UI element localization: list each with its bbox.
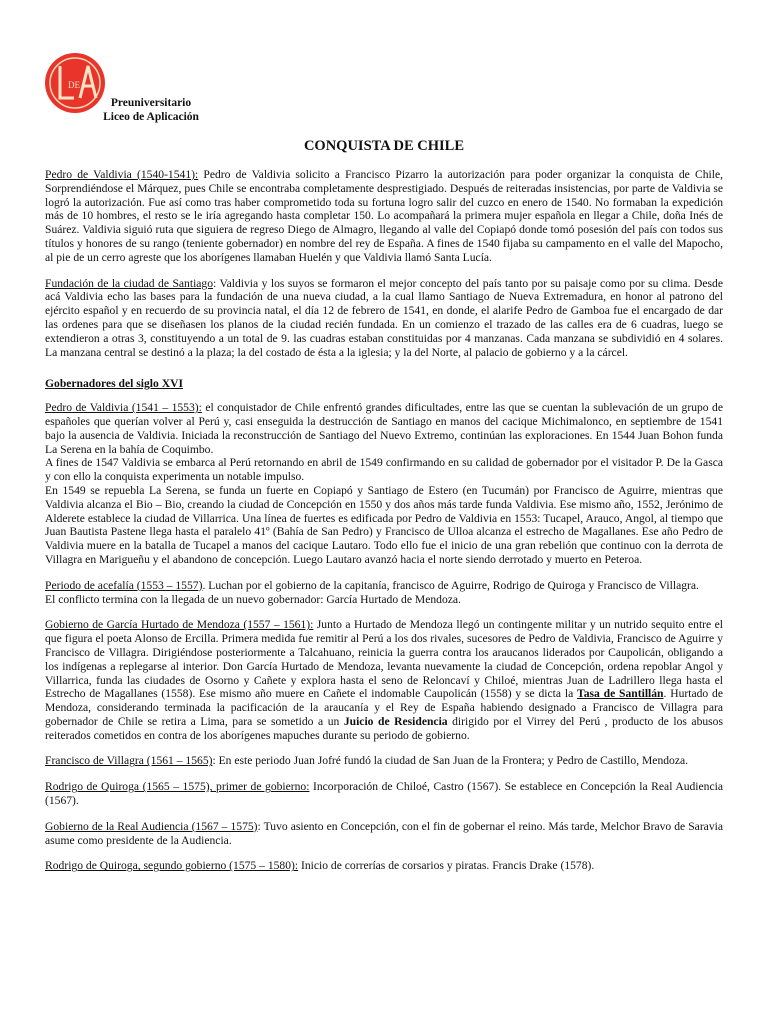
gobernadores-heading: Gobernadores del siglo XVI: [45, 377, 183, 391]
section-text: . Luchan por el gobierno de la capitanía, francisco de Aguirre, Rodrigo de Quiroga y Francisco de Villagra.: [202, 578, 699, 592]
section-text: Inicio de correrías de corsarios y piratas. Francis Drake (1578).: [298, 859, 595, 873]
section-text: Pedro de Valdivia solicito a Francisco Pizarro la autorización para poder organizar la conquista de Chile, Sorprendiéndose el Márquez, pues Chile se encontraba completamente desprestigiado. Después de reiteradas insistencias, por parte de Valdivia se logró la autorización. Fue así como tras haber comprometido toda su fortuna logro salir del cuzco en enero de 1540. No formaban la expedición más de 10 hombres, el resto se le iría agregando hasta completar 150. Lo acompañará la primera mujer española en llegar a Chile, doña Inés de Suárez. Valdivia siguió ruta que siguiera de regreso Diego de Almagro, llegando al valle del Copiapó donde tomó posesión del país con todos sus títulos y honores de su rango (teniente gobernador) en nombre del rey de España. A fines de 1540 fijaba su campamento en el valle del Mapocho, al pie de un cerro agreste que los aborígenes llamaban Huelén y que Valdivia llamó Santa Lucía.: [45, 168, 723, 264]
section-heading: Fundación de la ciudad de Santiago: [45, 276, 214, 290]
paragraph-hurtado-mendoza: [45, 618, 723, 742]
bold-term: Juicio de Residencia: [343, 714, 448, 728]
section-heading: Pedro de Valdivia (1541 – 1553):: [45, 401, 202, 415]
paragraph-villagra: [45, 754, 723, 768]
section-text: El conflicto termina con la llegada de un nuevo gobernador: García Hurtado de Mendoza.: [45, 592, 461, 606]
section-heading: Rodrigo de Quiroga, segundo gobierno (1575 – 1580):: [45, 859, 299, 873]
section-heading: Gobierno de la Real Audiencia (1567 – 1575): [45, 819, 258, 833]
section-text: Incorporación de Chiloé, Castro (1567). Se establece en Concepción la Real Audiencia (1567).: [45, 780, 723, 808]
page-title: CONQUISTA DE CHILE: [303, 138, 465, 154]
paragraph-quiroga-2: [45, 859, 723, 873]
section-text: En 1549 se repuebla La Serena, se funda un fuerte en Copiapó y Santiago de Estero (en Tucumán) por Francisco de Aguirre, mientras que Valdivia alcanza el Bio – Bio, creando la ciudad de Concepción en 1550 y dos años más tarde funda Valdivia. Ese mismo año, 1552, Jerónimo de Alderete establece la ciudad de Villarrica. Una línea de fuertes es edificada por Pedro de Valdivia en 1553: Tucapel, Arauco, Angol, al tiempo que Juan Bautista Pastene llega hasta el paralelo 41º (Bahía de San Pedro) y Francisco de Ulloa alcanza el estrecho de Magallanes. Ese año Pedro de Valdivia muere en la batalla de Tucapel a manos del cacique Lautaro. Todo ello fue el inicio de una gran rebelión que continuo con la derrota de Villagra en Marigueñu y el abandono de concepción. Luego Lautaro avanzó hacia el norte siendo derrotado y muerto en Peteroa.: [45, 483, 723, 566]
section-text: dirigido por el Virrey del Perú , producto de los abusos reiterados cometidos en contra de los aborígenes mapuches durante su periodo de gobierno.: [45, 714, 723, 742]
institution-name: [96, 96, 206, 124]
institution-line-1: Preuniversitario: [110, 97, 192, 109]
section-heading: Pedro de Valdivia (1540-1541):: [45, 168, 199, 181]
svg-text:DE: DE: [68, 80, 80, 90]
section-heading: Francisco de Villagra (1561 – 1565): [45, 754, 213, 768]
section-text: . Hurtado de Mendoza, considerando terminada la pacificación de la araucanía y el Rey de España habiendo designado a Francisco de Villagra para gobernador de Chile se retira a Lima, para se sometido a un: [45, 687, 723, 728]
section-heading: Rodrigo de Quiroga (1565 – 1575), primer de gobierno:: [45, 780, 310, 794]
section-text: : Valdivia y los suyos se formaron el mejor concepto del país tanto por su paisaje como por su clima. Desde acá Valdivia echo las bases para la fundación de una nueva ciudad, a la cual llamo Santiago de Nueva Extremadura, en honor al patrono del ejército español y en recuerdo de su provincia natal, el día 12 de febrero de 1541, en donde, el alarife Pedro de Gamboa fue el encargado de dar las ordenes para que se diseñasen los planos de la ciudad recién fundada. En un comienzo el trazado de las calles era de 6 cuadras, luego se extendieron a otras 3, constituyendo a un total de 9. las cuadras estaban constituidas por 4 manzanas. Cada manzana se subdividió en 4 solares. La manzana central se destinó a la plaza; la del costado de ésta a la iglesia; y la del Norte, al palacio de gobierno y a la cárcel.: [45, 276, 723, 359]
paragraph-real-audiencia: [45, 820, 723, 848]
paragraph-valdivia-1541: [45, 401, 723, 567]
paragraph-acefalia: [45, 579, 723, 607]
section-heading: Gobierno de García Hurtado de Mendoza (1557 – 1561):: [45, 618, 314, 632]
section-heading: Periodo de acefalía (1553 – 1557): [45, 578, 203, 592]
paragraph-fundacion-santiago: [45, 277, 723, 360]
paragraph-valdivia-1540: [45, 168, 723, 265]
institution-line-2: Liceo de Aplicación: [103, 111, 199, 123]
section-text: A fines de 1547 Valdivia se embarca al Perú retornando en abril de 1549 confirmando en su calidad de gobernador por el visitador P. De la Gasca y con ello la conquista experimenta un notable impulso.: [45, 456, 723, 484]
paragraph-quiroga-1: [45, 780, 723, 808]
bold-term: Tasa de Santillán: [577, 687, 664, 701]
section-text: el conquistador de Chile enfrentó grandes dificultades, entre las que se cuentan la sublevación de un grupo de españoles que querían volver al Perú y, casi enseguida la destrucción de Santiago en manos del cacique Michimalonco, en septiembre de 1541 bajo la ausencia de Valdivia. Iniciada la reconstrucción de Santiago del Nuevo Extremo, continúan las exploraciones. En 1544 Juan Bohon funda La Serena en la bahía de Coquimbo.: [45, 401, 724, 456]
section-text: : En este periodo Juan Jofré fundó la ciudad de San Juan de la Frontera; y Pedro de Castillo, Mendoza.: [212, 754, 689, 768]
document-body: [45, 168, 723, 885]
section-text: : Tuvo asiento en Concepción, con el fin de gobernar el reino. Más tarde, Melchor Bravo de Saravia asume como presidente de la Audiencia.: [45, 819, 723, 847]
section-text: Junto a Hurtado de Mendoza llegó un contingente militar y un nutrido sequito entre el que figura el poeta Alonso de Ercilla. Primera medida fue remitir al Perú a los dos rivales, sucesores de Pedro de Valdivia, Francisco de Aguirre y Francisco de Villagra. Dirigiéndose posteriormente a Talcahuano, reinicia la guerra contra los araucanos liderados por Caupolicán, obligando a los indígenas a replegarse al interior. Don García Hurtado de Mendoza, levanta nuevamente la ciudad de Concepción, ordena repoblar Angol y Villarrica, funda las ciudades de Osorno y Cañete y explora hasta el seno de Reloncaví y Chiloé, mientras Juan de Ladrillero llega hasta el Estrecho de Magallanes (1558). Ese mismo año muere en Cañete el indomable Caupolicán (1558) y se dicta la: [45, 618, 723, 701]
